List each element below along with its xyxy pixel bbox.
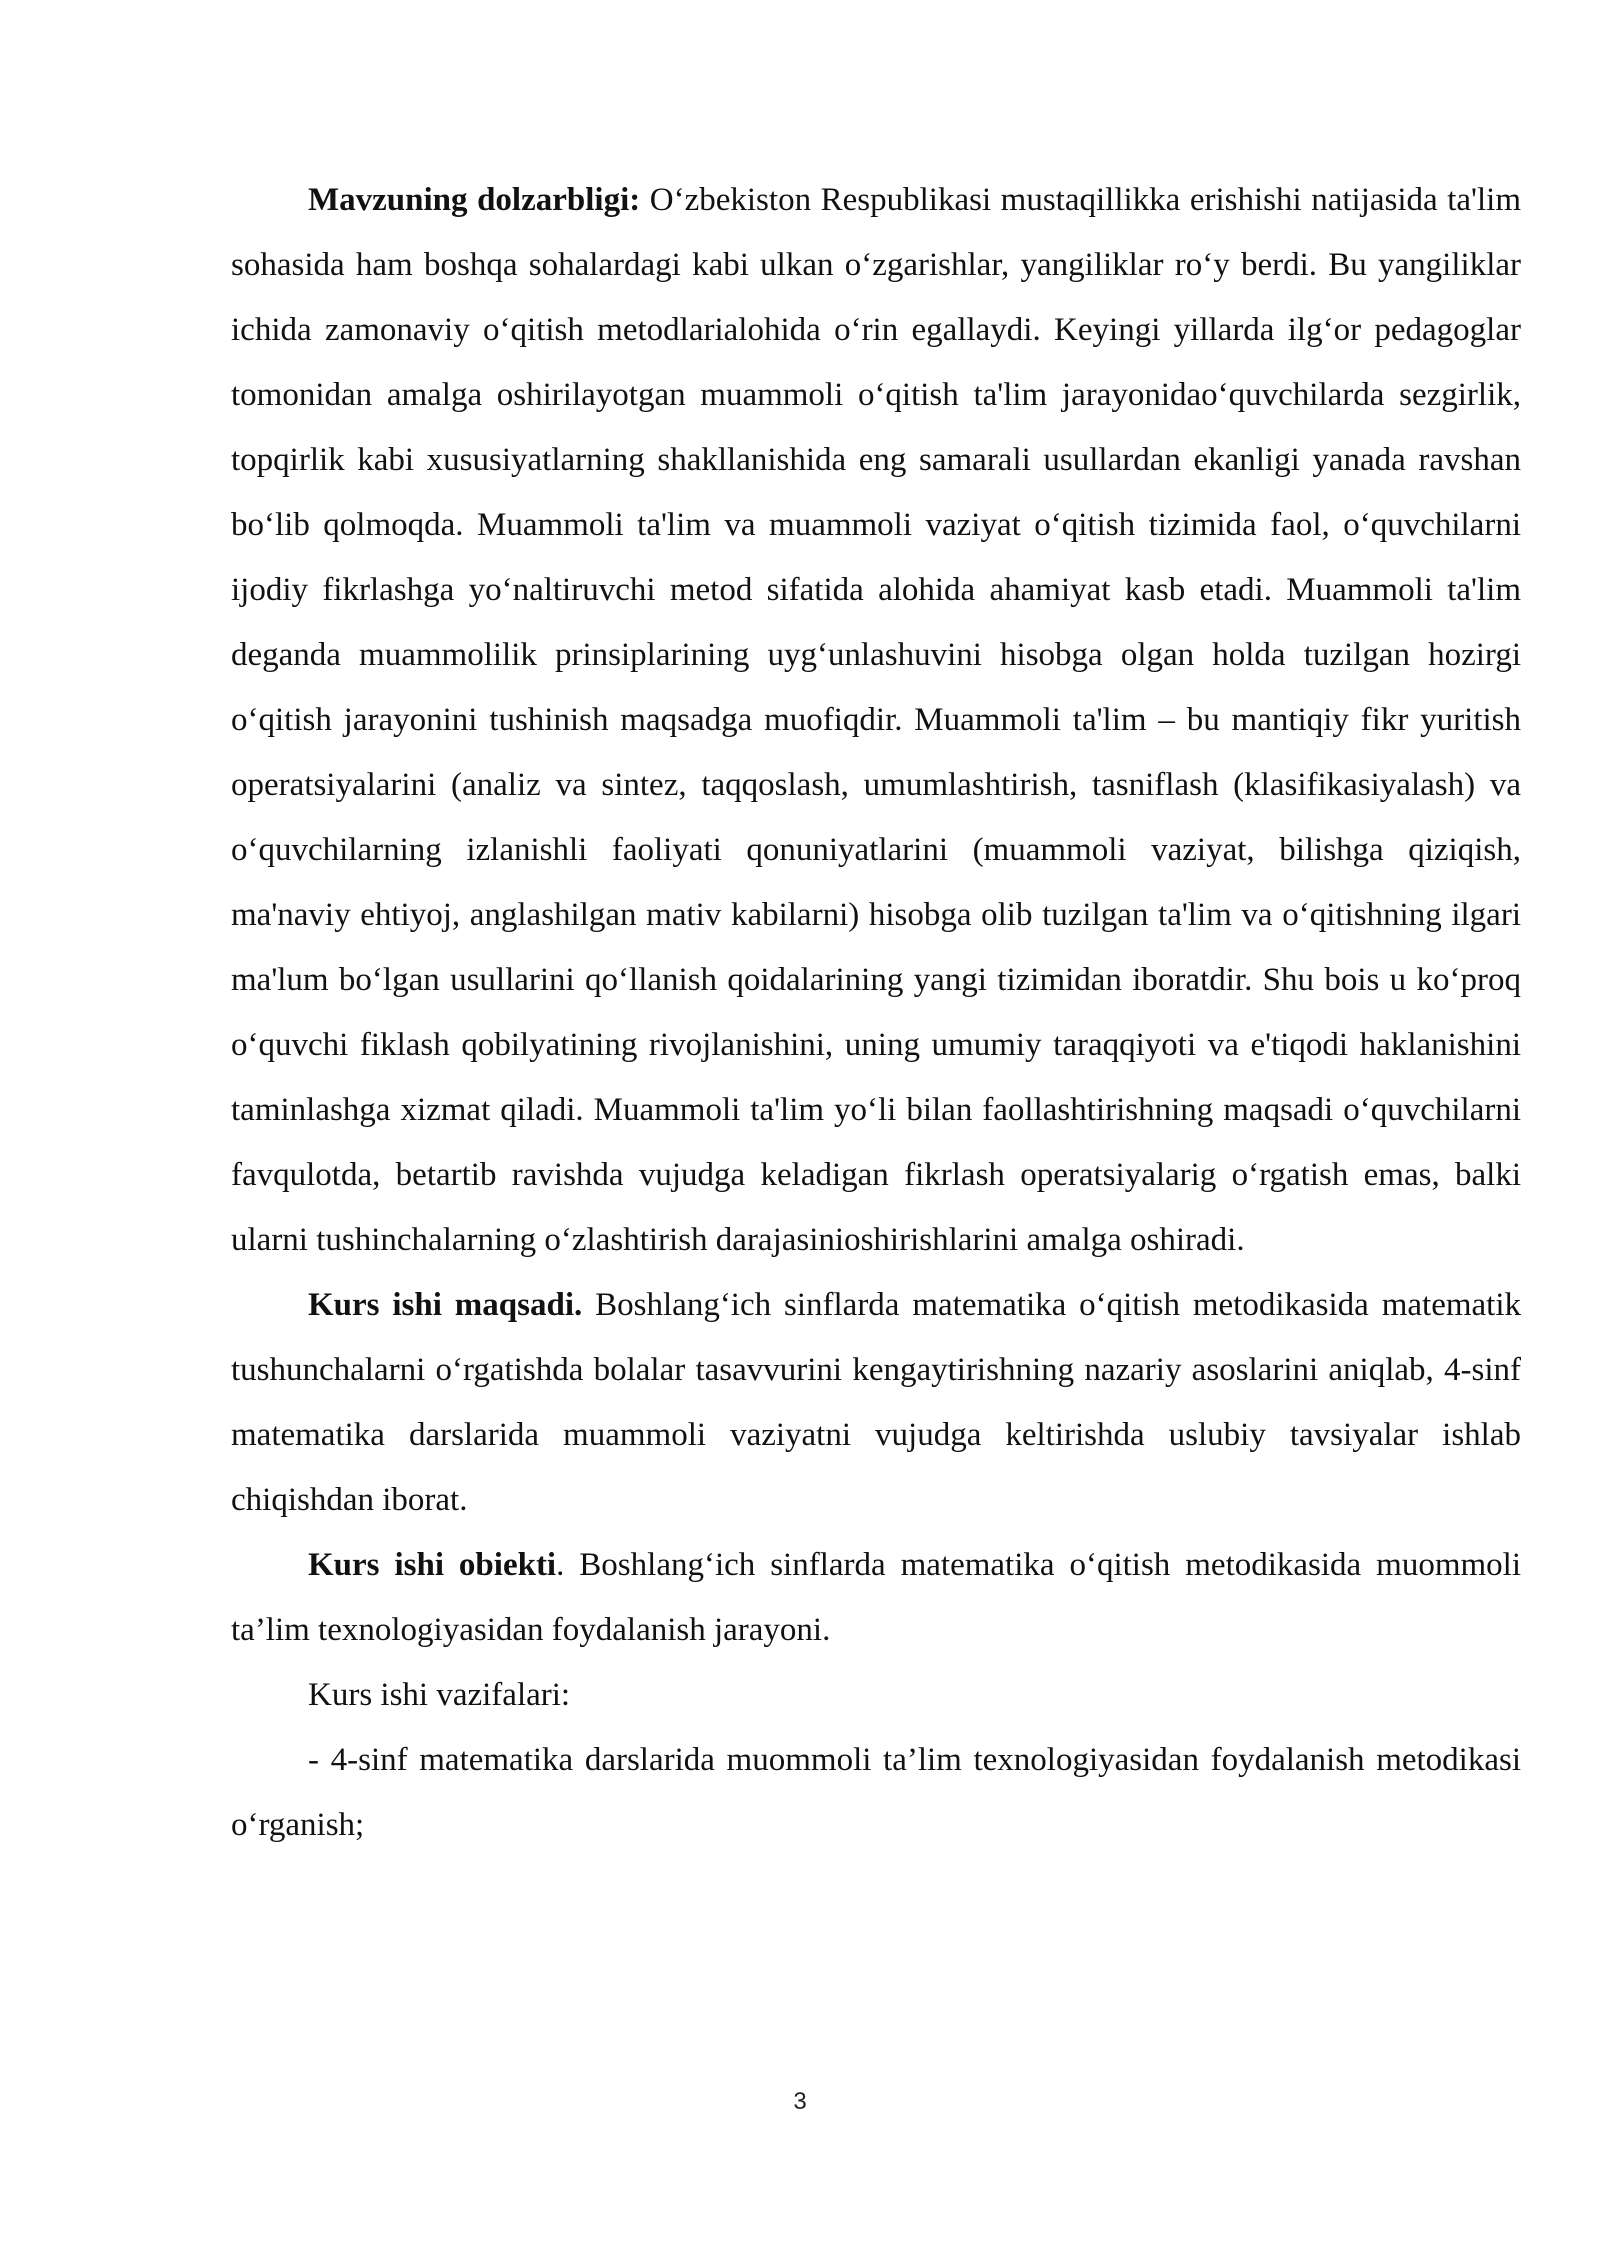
paragraph-object [231, 1533, 1521, 1663]
page-number: 3 [793, 2088, 807, 2115]
task-item-1: - 4-sinf matematika darslarida muommoli ta’lim texnologiyasidan foydalanish metodikasi o‘rganish; [231, 1742, 1521, 1843]
goal-lead: Kurs ishi maqsadi. [308, 1287, 583, 1323]
relevance-lead: Mavzuning dolzarbligi: [308, 182, 641, 218]
tasks-heading: Kurs ishi vazifalari: [308, 1677, 571, 1713]
paragraph-goal [231, 1273, 1521, 1533]
object-lead: Kurs ishi obiekti [308, 1547, 557, 1583]
goal-text: Boshlang‘ich sinflarda matematika o‘qitish metodikasida matematik tushunchalarni o‘rgatishda bolalar tasavvurini kengaytirishning nazariy asoslarini aniqlab, 4-sinf matematika darslarida muammoli vaziyatni vujudga keltirishda uslubiy tavsiyalar ishlab chiqishdan iborat. [231, 1287, 1521, 1518]
relevance-text: O‘zbekiston Respublikasi mustaqillikka erishishi natijasida ta'lim sohasida ham boshqa sohalardagi kabi ulkan o‘zgarishlar, yangiliklar ro‘y berdi. Bu yangiliklar ichida zamonaviy o‘qitish metodlarialohida o‘rin egallaydi. Keyingi yillarda ilg‘or pedagoglar tomonidan amalga oshirilayotgan muammoli o‘qitish ta'lim jarayonidao‘quvchilarda sezgirlik, topqirlik kabi xususiyatlarning shakllanishida eng samarali usullardan ekanligi yanada ravshan bo‘lib qolmoqda. Muammoli ta'lim va muammoli vaziyat o‘qitish tizimida faol, o‘quvchilarni ijodiy fikrlashga yo‘naltiruvchi metod sifatida alohida ahamiyat kasb etadi. Muammoli ta'lim deganda muammolilik prinsiplarining uyg‘unlashuvini hisobga olgan holda tuzilgan hozirgi o‘qitish jarayonini tushinish maqsadga muofiqdir. Muammoli ta'lim – bu mantiqiy fikr yuritish operatsiyalarini (analiz va sintez, taqqoslash, umumlashtirish, tasniflash (klasifikasiyalash) va o‘quvchilarning izlanishli faoliyati qonuniyatlarini (muammoli vaziyat, bilishga qiziqish, ma'naviy ehtiyoj, anglashilgan mativ kabilarni) hisobga olib tuzilgan ta'lim va o‘qitishning ilgari ma'lum bo‘lgan usullarini qo‘llanish qoidalarining yangi tizimidan iboratdir. Shu bois u ko‘proq o‘quvchi fiklash qobilyatining rivojlanishini, uning umumiy taraqqiyoti va e'tiqodi haklanishini taminlashga xizmat qiladi. Muammoli ta'lim yo‘li bilan faollashtirishning maqsadi o‘quvchilarni favqulotda, betartib ravishda vujudga keladigan fikrlash operatsiyalarig o‘rgatish emas, balki ularni tushinchalarning o‘zlashtirish darajasinioshirishlarini amalga oshiradi. [231, 182, 1521, 1258]
paragraph-relevance [231, 168, 1521, 1273]
document-page [231, 168, 1521, 1858]
object-text: . Boshlang‘ich sinflarda matematika o‘qitish metodikasida muommoli ta’lim texnologiyasidan foydalanish jarayoni. [231, 1547, 1521, 1648]
